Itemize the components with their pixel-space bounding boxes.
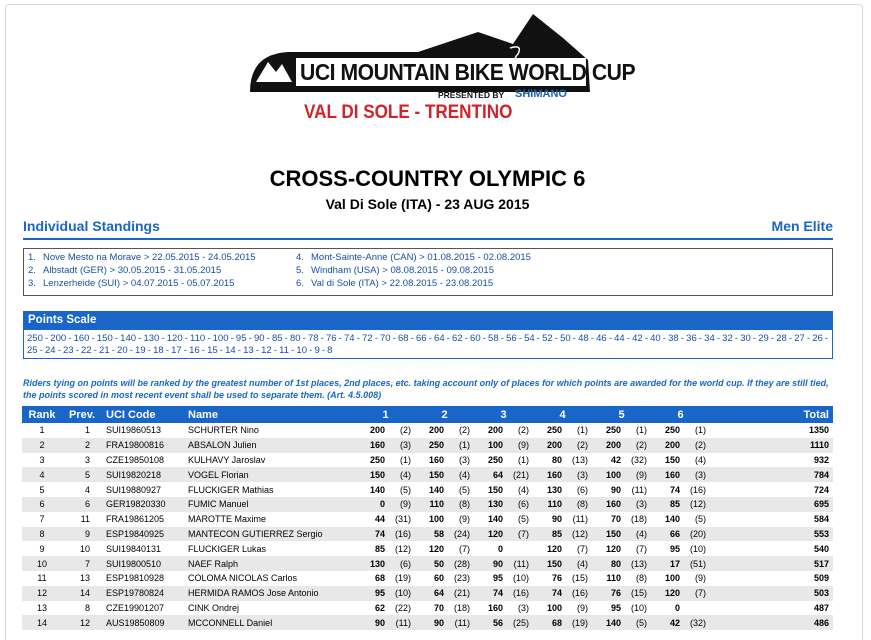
cell-event-result: 85 (12): [651, 497, 710, 512]
cell-event-result: 50 (28): [415, 556, 474, 571]
cell-name: NAEF Ralph: [184, 556, 356, 571]
cell-event-result: 68 (19): [374, 573, 411, 584]
cell-name: KULHAVY Jaroslav: [188, 454, 266, 465]
cell-event-result: 150 (4): [415, 467, 474, 482]
col-event-4: 4: [533, 406, 592, 423]
table-row: [22, 556, 833, 571]
cell-uci-code: SUI19820218: [102, 467, 184, 482]
cell-event-result: 0 (9): [356, 497, 415, 512]
cell-uci-code: CZE19901207: [106, 602, 165, 613]
cell-event-result: 140 (5): [428, 484, 470, 495]
cell-name: FLUCKIGER Mathias: [188, 484, 274, 495]
event-item: 4. Mont-Sainte-Anne (CAN) > 01.08.2015 - 02.08.2015: [296, 252, 531, 263]
col-prev: Prev.: [62, 406, 102, 423]
cell-event-result: 110 (8): [606, 573, 647, 584]
cell-event-result: 95 (10): [669, 543, 706, 554]
event-subtitle: Val Di Sole (ITA) - 23 AUG 2015: [325, 196, 530, 212]
cell-rank: 4: [22, 467, 62, 482]
cell-event-result: 200 (2): [369, 425, 411, 436]
cell-prev: 13: [79, 573, 90, 584]
cell-prev: 6: [62, 497, 102, 512]
cell-event-result: 62 (22): [374, 602, 411, 613]
standings-header: [23, 218, 833, 240]
cell-event-result: 90 (11): [610, 484, 647, 495]
cell-prev: 14: [62, 586, 102, 601]
cell-rank: 1: [39, 425, 45, 436]
event-item: 5. Windham (USA) > 08.08.2015 - 09.08.2015: [296, 265, 494, 276]
cell-event-result: 160 (3): [592, 497, 651, 512]
cell-event-result: 150 (4): [592, 527, 651, 542]
cell-event-result: 250 (1): [487, 454, 529, 465]
cell-total: 1350: [808, 425, 829, 436]
cell-event-result: 200 (2): [533, 438, 592, 453]
cell-event-result: 74 (16): [356, 527, 415, 542]
cell-event-result: 120 (7): [474, 527, 533, 542]
event-item: 6. Val di Sole (ITA) > 22.08.2015 - 23.08.2015: [296, 278, 494, 289]
cell-event-result: 120 (7): [428, 543, 470, 554]
cell-event-result: 64 (21): [474, 467, 533, 482]
cell-prev: 1: [84, 425, 90, 436]
cell-total: 1110: [710, 438, 833, 453]
table-row: [22, 497, 833, 512]
logo-title: UCI MOUNTAIN BIKE WORLD CUP: [300, 59, 636, 85]
cell-event-result: 140 (5): [664, 514, 706, 525]
cell-event-result: 85 (12): [533, 527, 592, 542]
cell-name: FLUCKIGER Lukas: [188, 543, 267, 554]
cell-event-result: 90 (11): [474, 556, 533, 571]
cell-uci-code: CZE19850108: [106, 454, 165, 465]
cell-event-result: 150 (4): [487, 484, 529, 495]
standings-title: Individual Standings: [23, 218, 160, 234]
cell-rank: 8: [22, 527, 62, 542]
table-row: [22, 453, 833, 468]
cell-event-result: 120 (7): [651, 586, 710, 601]
cell-total: 695: [710, 497, 833, 512]
cell-rank: 9: [39, 543, 45, 554]
cell-event-result: 95 (10): [492, 573, 529, 584]
cell-event-result: 160 (3): [356, 438, 415, 453]
cell-name: FUMIC Manuel: [184, 497, 356, 512]
cell-event-result: 150 (4): [533, 556, 592, 571]
cell-name: CINK Ondrej: [188, 602, 240, 613]
points-scale: [23, 311, 833, 359]
events-list: [23, 248, 833, 296]
cell-rank: 5: [39, 484, 45, 495]
cell-prev: 7: [62, 556, 102, 571]
logo-venue: VAL DI SOLE - TRENTINO: [304, 102, 513, 123]
cell-event-result: 100 (9): [428, 514, 470, 525]
cell-event-result: 70 (18): [433, 602, 470, 613]
cell-event-result: 0: [497, 543, 503, 554]
cell-event-result: 76 (15): [592, 586, 651, 601]
cell-event-result: 64 (21): [415, 586, 474, 601]
cell-event-result: 120 (7): [546, 543, 588, 554]
cell-total: 487: [813, 602, 829, 613]
cell-rank: 10: [22, 556, 62, 571]
cell-uci-code: GER19820330: [102, 497, 184, 512]
cell-event-result: 200 (2): [592, 438, 651, 453]
cell-name: COLOMA NICOLAS Carlos: [188, 573, 298, 584]
cell-uci-code: SUI19840131: [106, 543, 162, 554]
table-row: [22, 467, 833, 482]
cell-event-result: 160 (3): [651, 467, 710, 482]
cell-prev: 8: [84, 602, 90, 613]
cell-name: HERMIDA RAMOS Jose Antonio: [184, 586, 356, 601]
col-event-1: 1: [356, 406, 415, 423]
cell-prev: 10: [79, 543, 90, 554]
points-scale-title: Points Scale: [24, 312, 832, 330]
cell-prev: 2: [62, 438, 102, 453]
cell-uci-code: ESP19840925: [102, 527, 184, 542]
cell-event-result: 90 (11): [551, 514, 588, 525]
cell-name: MCCONNELL Daniel: [184, 615, 356, 630]
cell-prev: 9: [62, 527, 102, 542]
event-title: CROSS-COUNTRY OLYMPIC 6: [269, 166, 586, 191]
cell-event-result: 160 (3): [487, 602, 529, 613]
cell-prev: 3: [84, 454, 90, 465]
cell-rank: 13: [36, 602, 47, 613]
cell-event-result: 56 (25): [474, 615, 533, 630]
cell-total: 540: [813, 543, 829, 554]
cell-prev: 4: [84, 484, 90, 495]
col-code: UCI Code: [102, 406, 184, 423]
cell-event-result: 17 (51): [651, 556, 710, 571]
cell-event-result: 95 (10): [356, 586, 415, 601]
cell-event-result: 150 (4): [356, 467, 415, 482]
table-row: [22, 615, 833, 630]
table-header-row: [22, 406, 833, 423]
table-row: [22, 601, 833, 616]
cell-event-result: 160 (3): [533, 467, 592, 482]
cell-total: 553: [710, 527, 833, 542]
cell-event-result: 100 (9): [592, 467, 651, 482]
cell-event-result: 68 (19): [533, 615, 592, 630]
col-total: Total: [710, 406, 833, 423]
cell-rank: 6: [22, 497, 62, 512]
cell-total: 486: [710, 615, 833, 630]
cell-total: 509: [813, 573, 829, 584]
cell-event-result: 58 (24): [415, 527, 474, 542]
event-logo: [248, 10, 636, 128]
cell-event-result: 80 (13): [592, 556, 651, 571]
cell-event-result: 85 (12): [374, 543, 411, 554]
cell-uci-code: FRA19861205: [106, 514, 165, 525]
cell-event-result: 200 (2): [487, 425, 529, 436]
cell-event-result: 66 (20): [651, 527, 710, 542]
cell-event-result: 95 (10): [610, 602, 647, 613]
cell-event-result: 140 (5): [592, 615, 651, 630]
table-row: [22, 541, 833, 556]
cell-event-result: 130 (6): [546, 484, 588, 495]
cell-uci-code: FRA19800816: [102, 438, 184, 453]
cell-uci-code: SUI19800510: [102, 556, 184, 571]
cell-prev: 5: [62, 467, 102, 482]
table-row: [22, 438, 833, 453]
cell-uci-code: SUI19860513: [106, 425, 162, 436]
col-rank: Rank: [22, 406, 62, 423]
cell-uci-code: ESP19780824: [102, 586, 184, 601]
cell-total: 784: [710, 467, 833, 482]
cell-event-result: 74 (16): [474, 586, 533, 601]
cell-event-result: 110 (8): [533, 497, 592, 512]
event-item: 2. Albstadt (GER) > 30.05.2015 - 31.05.2015: [28, 265, 222, 276]
cell-event-result: 76 (15): [551, 573, 588, 584]
col-event-2: 2: [415, 406, 474, 423]
cell-event-result: 250 (1): [369, 454, 411, 465]
cell-name: VOGEL Florian: [184, 467, 356, 482]
cell-prev: 11: [80, 514, 90, 525]
cell-rank: 12: [22, 586, 62, 601]
cell-total: 517: [710, 556, 833, 571]
cell-rank: 2: [22, 438, 62, 453]
table-row: [22, 586, 833, 601]
table-row: [22, 571, 833, 586]
cell-event-result: 150 (4): [664, 454, 706, 465]
cell-name: MAROTTE Maxime: [188, 514, 267, 525]
cell-prev: 12: [62, 615, 102, 630]
cell-event-result: 250 (1): [415, 438, 474, 453]
cell-uci-code: SUI19880927: [106, 484, 162, 495]
cell-total: 932: [813, 454, 829, 465]
cell-event-result: 74 (16): [669, 484, 706, 495]
cell-event-result: 90 (11): [415, 615, 474, 630]
cell-uci-code: ESP19810928: [106, 573, 165, 584]
col-event-3: 3: [474, 406, 533, 423]
logo-sponsor: SHIMANO: [515, 88, 567, 100]
cell-event-result: 160 (3): [428, 454, 470, 465]
cell-event-result: 200 (2): [428, 425, 470, 436]
cell-uci-code: AUS19850809: [102, 615, 184, 630]
cell-name: ABSALON Julien: [184, 438, 356, 453]
cell-event-result: 250 (1): [664, 425, 706, 436]
cell-event-result: 130 (6): [356, 556, 415, 571]
cell-name: SCHURTER Nino: [188, 425, 259, 436]
col-event-6: 6: [651, 406, 710, 423]
cell-event-result: 130 (6): [474, 497, 533, 512]
cell-event-result: 60 (23): [433, 573, 470, 584]
col-name: Name: [184, 406, 356, 423]
cell-rank: 14: [22, 615, 62, 630]
logo-presented-by: PRESENTED BY: [438, 90, 505, 100]
table-row: [22, 423, 833, 438]
cell-event-result: 100 (9): [474, 438, 533, 453]
cell-event-result: 250 (1): [546, 425, 588, 436]
cell-event-result: 140 (5): [487, 514, 529, 525]
points-scale-values: 250 - 200 - 160 - 150 - 140 - 130 - 120 - 110 - 100 - 95 - 90 - 85 - 80 - 78 - 76 - 74 - 72 - 70 - 68 - 66 - 64 - 62 - 60 - 58 - 56 - 54 - 52 - 50 - 48 - 46 - 44 - 42 - 40 - 38 - 36 - 34 - 32 - 30 - 29 - 28 - 27 - 26 - 25 - 24 - 23 - 22 - 21 - 20 - 19 - 18 - 17 - 16 - 15 - 14 - 13 - 12 - 11 - 10 - 9 - 8: [27, 333, 829, 356]
cell-event-result: 140 (5): [369, 484, 411, 495]
col-event-5: 5: [592, 406, 651, 423]
event-item: 1. Nove Mesto na Morave > 22.05.2015 - 24.05.2015: [28, 252, 256, 263]
cell-event-result: 100 (9): [664, 573, 706, 584]
table-row: [22, 512, 833, 527]
cell-event-result: 42 (32): [610, 454, 647, 465]
cell-event-result: 74 (16): [533, 586, 592, 601]
cell-rank: 7: [39, 514, 45, 525]
cell-rank: 3: [39, 454, 45, 465]
cell-event-result: 90 (11): [356, 615, 415, 630]
cell-event-result: 42 (32): [651, 615, 710, 630]
standings-table: [22, 406, 833, 630]
cell-event-result: 70 (18): [610, 514, 647, 525]
cell-event-result: 200 (2): [651, 438, 710, 453]
cell-name: MANTECON GUTIERREZ Sergio: [184, 527, 356, 542]
tie-break-note: Riders tying on points will be ranked by the greatest number of 1st places, 2nd places, etc. taking account only of places for which points are awarded for the world cup. If they are still tied, the points scored in most recent event shall be used to separate them. (Art. 4.5.008): [23, 378, 829, 400]
cell-total: 724: [813, 484, 829, 495]
cell-event-result: 44 (31): [374, 514, 411, 525]
cell-event-result: 80 (13): [551, 454, 588, 465]
cell-total: 503: [710, 586, 833, 601]
table-row: [22, 527, 833, 542]
cell-event-result: 100 (9): [546, 602, 588, 613]
cell-total: 584: [813, 514, 829, 525]
category-label: Men Elite: [771, 218, 833, 234]
cell-event-result: 0: [674, 602, 680, 613]
cell-event-result: 110 (8): [415, 497, 474, 512]
cell-event-result: 120 (7): [605, 543, 647, 554]
cell-rank: 11: [37, 573, 47, 584]
cell-event-result: 250 (1): [605, 425, 647, 436]
event-item: 3. Lenzerheide (SUI) > 04.07.2015 - 05.07.2015: [28, 278, 235, 289]
table-row: [22, 482, 833, 497]
